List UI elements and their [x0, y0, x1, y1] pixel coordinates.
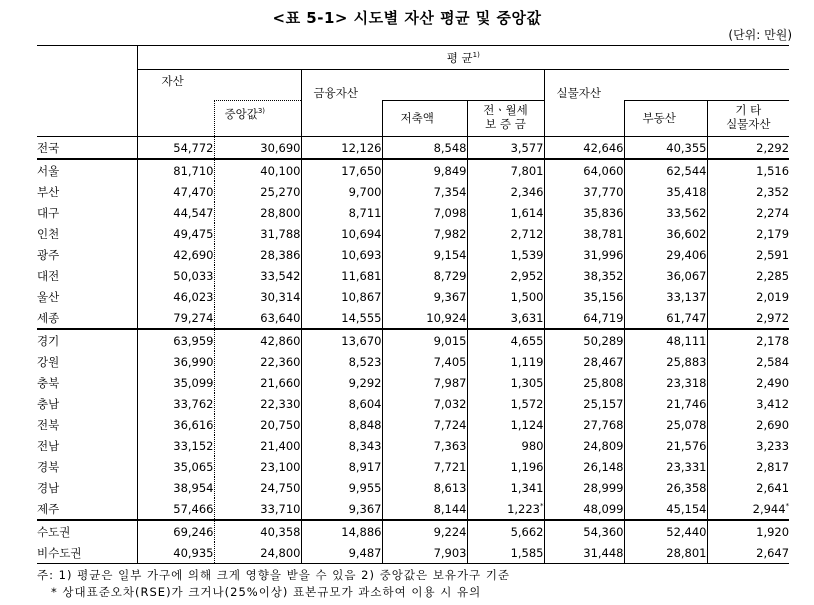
realestate-cell: 35,418 — [624, 181, 707, 202]
median-cell: 23,100 — [214, 456, 301, 477]
table-title: <표 5-1> 시도별 자산 평균 및 중앙값 — [272, 9, 542, 27]
realestate-cell: 40,355 — [624, 137, 707, 160]
table-row — [37, 372, 789, 393]
savings-cell: 7,987 — [382, 372, 467, 393]
table-row — [37, 351, 789, 372]
real-cell: 35,836 — [544, 202, 624, 223]
savings-cell: 7,903 — [382, 542, 467, 564]
table-row — [37, 414, 789, 435]
table-row — [37, 456, 789, 477]
deposit-cell: 1,539 — [467, 244, 544, 265]
deposit-cell: 1,119 — [467, 351, 544, 372]
header-savings: 저축액 — [382, 101, 467, 137]
savings-cell: 8,613 — [382, 477, 467, 498]
other-cell: 2,178 — [707, 329, 789, 351]
table-row — [37, 307, 789, 329]
region-cell: 경기 — [37, 329, 137, 351]
header-real: 실물자산 — [544, 70, 789, 101]
median-cell: 40,358 — [214, 520, 301, 542]
savings-cell: 7,724 — [382, 414, 467, 435]
realestate-cell: 26,358 — [624, 477, 707, 498]
footnote-1: 주: 1) 평균은 일부 가구에 의해 크게 영향을 받을 수 있음 2) 중앙값은 보유가구 기준 — [37, 568, 511, 582]
financial-cell: 12,126 — [301, 137, 382, 160]
asset-cell: 57,466 — [137, 498, 214, 520]
asset-cell: 42,690 — [137, 244, 214, 265]
region-cell: 경남 — [37, 480, 60, 495]
deposit-cell: 3,577 — [467, 137, 544, 160]
realestate-cell: 48,111 — [624, 329, 707, 351]
real-cell: 24,809 — [544, 435, 624, 456]
median-cell: 24,800 — [214, 542, 301, 564]
header-corner — [37, 46, 137, 70]
other-cell: 2,944* — [707, 498, 789, 520]
region-cell: 세종 — [37, 310, 60, 325]
other-cell: 2,641 — [707, 477, 789, 498]
region-cell: 충남 — [37, 396, 60, 411]
realestate-cell: 23,331 — [624, 456, 707, 477]
deposit-cell: 1,614 — [467, 202, 544, 223]
deposit-cell: 3,631 — [467, 307, 544, 329]
region-cell: 전남 — [37, 438, 60, 453]
table-row — [37, 520, 789, 542]
deposit-cell: 5,662 — [467, 520, 544, 542]
table-row — [37, 329, 789, 351]
header-average: 평 균$^{1)}$ — [137, 46, 789, 70]
savings-cell: 7,982 — [382, 223, 467, 244]
deposit-cell: 1,500 — [467, 286, 544, 307]
realestate-cell: 25,078 — [624, 414, 707, 435]
region-cell: 인천 — [37, 226, 60, 241]
table-row — [37, 477, 789, 498]
header-median: 중앙값$^{3)}$ — [214, 101, 301, 137]
financial-cell: 13,670 — [301, 329, 382, 351]
financial-cell: 8,848 — [301, 414, 382, 435]
median-cell: 21,400 — [214, 435, 301, 456]
deposit-cell: 1,572 — [467, 393, 544, 414]
other-cell: 2,285 — [707, 265, 789, 286]
realestate-cell: 36,602 — [624, 223, 707, 244]
financial-cell: 10,693 — [301, 244, 382, 265]
header-deposit: 전ㆍ월세 보 증 금 — [467, 101, 544, 137]
unit-label: (단위: 만원) — [728, 28, 792, 42]
footnote-2: * 상대표준오차(RSE)가 크거나(25%이상) 표본규모가 과소하여 이용 시 유의 — [37, 585, 482, 599]
financial-cell: 9,292 — [301, 372, 382, 393]
deposit-cell: 1,196 — [467, 456, 544, 477]
median-cell: 30,690 — [214, 137, 301, 160]
real-cell: 42,646 — [544, 137, 624, 160]
other-cell: 2,292 — [707, 137, 789, 160]
real-cell: 31,996 — [544, 244, 624, 265]
region-cell: 전국 — [37, 140, 60, 155]
real-cell: 28,467 — [544, 351, 624, 372]
realestate-cell: 52,440 — [624, 520, 707, 542]
table-row — [37, 435, 789, 456]
asset-cell: 46,023 — [137, 286, 214, 307]
financial-cell: 8,917 — [301, 456, 382, 477]
asset-cell: 54,772 — [137, 137, 214, 160]
median-cell: 20,750 — [214, 414, 301, 435]
header-other-real: 기 타 실물자산 — [707, 101, 789, 137]
deposit-cell: 1,585 — [467, 542, 544, 564]
deposit-cell: 1,341 — [467, 477, 544, 498]
table-row — [37, 223, 789, 244]
asset-cell: 38,954 — [137, 477, 214, 498]
header-financial: 금융자산 — [301, 70, 544, 101]
other-cell: 2,490 — [707, 372, 789, 393]
deposit-cell: 2,712 — [467, 223, 544, 244]
asset-cell: 35,065 — [137, 456, 214, 477]
median-cell: 21,660 — [214, 372, 301, 393]
realestate-cell: 33,137 — [624, 286, 707, 307]
region-cell: 강원 — [37, 354, 60, 369]
real-cell: 64,060 — [544, 159, 624, 181]
savings-cell: 7,721 — [382, 456, 467, 477]
other-cell: 2,019 — [707, 286, 789, 307]
savings-cell: 9,367 — [382, 286, 467, 307]
financial-cell: 9,700 — [301, 181, 382, 202]
asset-cell: 47,470 — [137, 181, 214, 202]
median-cell: 28,386 — [214, 244, 301, 265]
table-row — [37, 542, 789, 564]
deposit-cell: 1,305 — [467, 372, 544, 393]
asset-cell: 79,274 — [137, 307, 214, 329]
savings-cell: 8,548 — [382, 137, 467, 160]
footnotes — [37, 567, 510, 601]
real-cell: 25,808 — [544, 372, 624, 393]
other-cell: 2,817 — [707, 456, 789, 477]
real-cell: 25,157 — [544, 393, 624, 414]
real-cell: 27,768 — [544, 414, 624, 435]
region-cell: 수도권 — [37, 520, 137, 542]
real-cell: 48,099 — [544, 498, 624, 520]
realestate-cell: 62,544 — [624, 159, 707, 181]
asset-cell: 63,959 — [137, 329, 214, 351]
header-realestate: 부동산 — [624, 101, 707, 137]
other-cell: 2,352 — [707, 181, 789, 202]
region-cell: 광주 — [37, 247, 60, 262]
financial-cell: 8,711 — [301, 202, 382, 223]
savings-cell: 10,924 — [382, 307, 467, 329]
realestate-cell: 36,067 — [624, 265, 707, 286]
asset-cell: 33,152 — [137, 435, 214, 456]
deposit-cell: 1,223* — [467, 498, 544, 520]
asset-cell: 49,475 — [137, 223, 214, 244]
median-cell: 33,542 — [214, 265, 301, 286]
median-cell: 22,360 — [214, 351, 301, 372]
asset-cell: 36,990 — [137, 351, 214, 372]
real-cell: 38,781 — [544, 223, 624, 244]
deposit-cell: 980 — [467, 435, 544, 456]
real-cell: 31,448 — [544, 542, 624, 564]
financial-cell: 8,523 — [301, 351, 382, 372]
region-cell: 충북 — [37, 375, 60, 390]
savings-cell: 7,032 — [382, 393, 467, 414]
table-row — [37, 286, 789, 307]
financial-cell: 8,604 — [301, 393, 382, 414]
savings-cell: 7,405 — [382, 351, 467, 372]
table-row — [37, 244, 789, 265]
header-asset: 자산 — [137, 70, 301, 101]
savings-cell: 9,154 — [382, 244, 467, 265]
financial-cell: 9,487 — [301, 542, 382, 564]
asset-cell: 40,935 — [137, 542, 214, 564]
table-row — [37, 159, 789, 181]
other-cell: 3,233 — [707, 435, 789, 456]
real-cell: 54,360 — [544, 520, 624, 542]
realestate-cell: 21,576 — [624, 435, 707, 456]
real-cell: 50,289 — [544, 329, 624, 351]
table-row — [37, 137, 789, 160]
other-cell: 1,516 — [707, 159, 789, 181]
financial-cell: 17,650 — [301, 159, 382, 181]
region-cell: 대구 — [37, 205, 60, 220]
region-cell: 서울 — [37, 159, 137, 181]
financial-cell: 8,343 — [301, 435, 382, 456]
asset-cell: 33,762 — [137, 393, 214, 414]
region-cell: 울산 — [37, 289, 60, 304]
region-cell: 대전 — [37, 268, 60, 283]
asset-cell: 35,099 — [137, 372, 214, 393]
median-cell: 28,800 — [214, 202, 301, 223]
deposit-cell: 7,801 — [467, 159, 544, 181]
median-cell: 63,640 — [214, 307, 301, 329]
table-body — [37, 137, 789, 564]
other-cell: 2,972 — [707, 307, 789, 329]
savings-cell: 8,144 — [382, 498, 467, 520]
other-cell: 2,647 — [707, 542, 789, 564]
deposit-cell: 2,952 — [467, 265, 544, 286]
other-cell: 2,690 — [707, 414, 789, 435]
other-cell: 1,920 — [707, 520, 789, 542]
financial-cell: 14,886 — [301, 520, 382, 542]
real-cell: 28,999 — [544, 477, 624, 498]
savings-cell: 7,354 — [382, 181, 467, 202]
deposit-cell: 2,346 — [467, 181, 544, 202]
realestate-cell: 23,318 — [624, 372, 707, 393]
realestate-cell: 25,883 — [624, 351, 707, 372]
savings-cell: 9,015 — [382, 329, 467, 351]
median-cell: 24,750 — [214, 477, 301, 498]
savings-cell: 8,729 — [382, 265, 467, 286]
realestate-cell: 45,154 — [624, 498, 707, 520]
median-cell: 22,330 — [214, 393, 301, 414]
financial-cell: 10,867 — [301, 286, 382, 307]
asset-cell: 69,246 — [137, 520, 214, 542]
median-cell: 25,270 — [214, 181, 301, 202]
other-cell: 2,179 — [707, 223, 789, 244]
deposit-cell: 4,655 — [467, 329, 544, 351]
realestate-cell: 28,801 — [624, 542, 707, 564]
real-cell: 64,719 — [544, 307, 624, 329]
median-cell: 31,788 — [214, 223, 301, 244]
region-cell: 경북 — [37, 459, 60, 474]
savings-cell: 7,098 — [382, 202, 467, 223]
other-cell: 2,584 — [707, 351, 789, 372]
asset-table — [37, 45, 789, 564]
other-cell: 3,412 — [707, 393, 789, 414]
financial-cell: 10,694 — [301, 223, 382, 244]
real-cell: 37,770 — [544, 181, 624, 202]
asset-cell: 81,710 — [137, 159, 214, 181]
table-row — [37, 498, 789, 520]
financial-cell: 14,555 — [301, 307, 382, 329]
median-cell: 30,314 — [214, 286, 301, 307]
other-cell: 2,591 — [707, 244, 789, 265]
other-cell: 2,274 — [707, 202, 789, 223]
region-cell: 제주 — [37, 501, 60, 516]
median-cell: 42,860 — [214, 329, 301, 351]
financial-cell: 9,367 — [301, 498, 382, 520]
table-row — [37, 265, 789, 286]
real-cell: 26,148 — [544, 456, 624, 477]
region-cell: 부산 — [37, 184, 60, 199]
savings-cell: 7,363 — [382, 435, 467, 456]
asset-cell: 36,616 — [137, 414, 214, 435]
realestate-cell: 61,747 — [624, 307, 707, 329]
savings-cell: 9,849 — [382, 159, 467, 181]
region-cell: 전북 — [37, 417, 60, 432]
table-row — [37, 181, 789, 202]
real-cell: 35,156 — [544, 286, 624, 307]
deposit-cell: 1,124 — [467, 414, 544, 435]
asset-cell: 50,033 — [137, 265, 214, 286]
realestate-cell: 29,406 — [624, 244, 707, 265]
financial-cell: 9,955 — [301, 477, 382, 498]
median-cell: 33,710 — [214, 498, 301, 520]
financial-cell: 11,681 — [301, 265, 382, 286]
realestate-cell: 33,562 — [624, 202, 707, 223]
region-cell: 비수도권 — [37, 542, 137, 564]
asset-cell: 44,547 — [137, 202, 214, 223]
table-row — [37, 393, 789, 414]
savings-cell: 9,224 — [382, 520, 467, 542]
real-cell: 38,352 — [544, 265, 624, 286]
table-row — [37, 202, 789, 223]
realestate-cell: 21,746 — [624, 393, 707, 414]
median-cell: 40,100 — [214, 159, 301, 181]
